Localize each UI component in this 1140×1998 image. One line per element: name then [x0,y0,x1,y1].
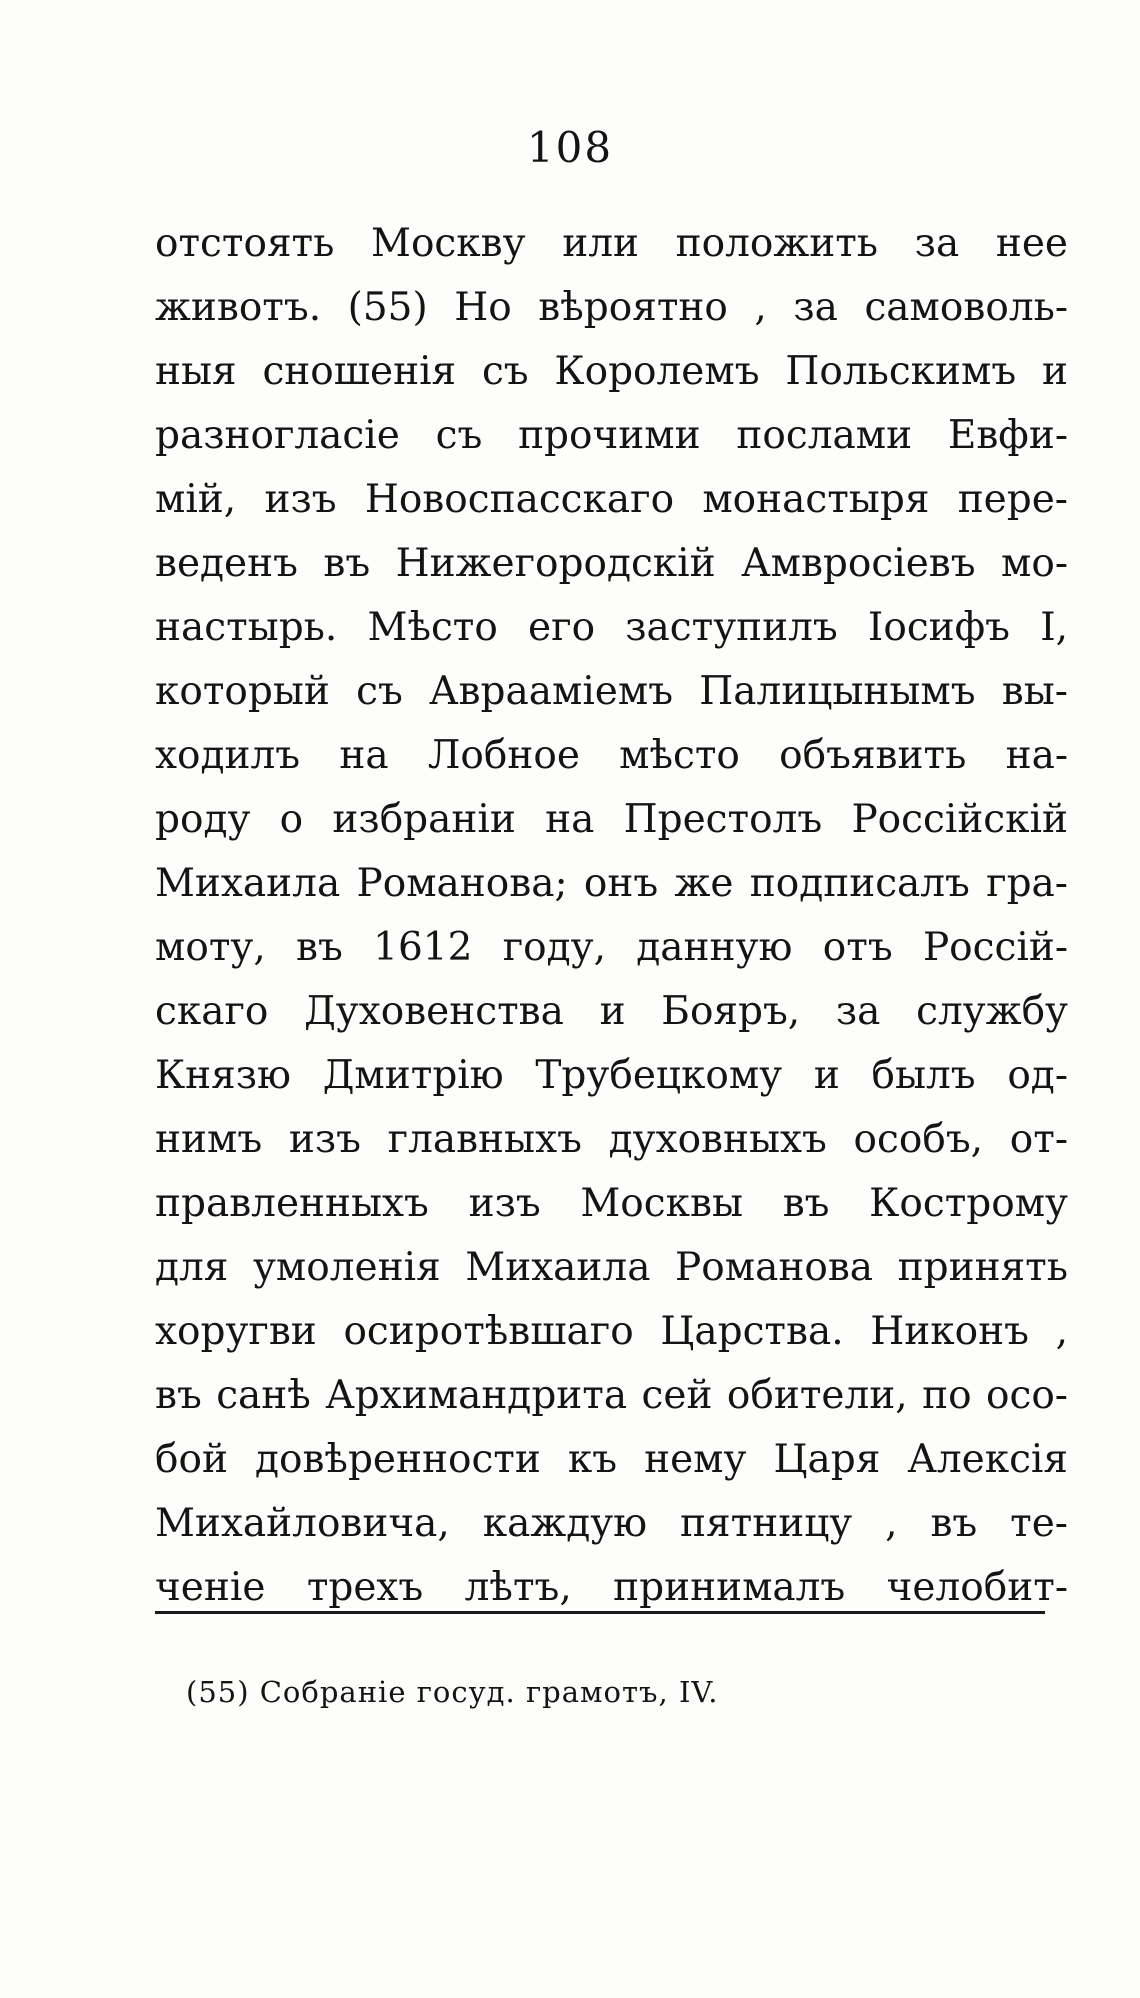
footnote-divider [155,1611,1045,1614]
text-line: веденъ въ Нижегородскій Амвросіевъ мо- [155,541,1068,586]
text-line: настырь. Мѣсто его заступилъ Іосифъ I, [155,605,1068,650]
text-line: отстоять Москву или положить за нее [155,221,1068,266]
text-line: въ санѣ Архимандрита сей обители, по осо- [155,1373,1068,1418]
text-line: правленныхъ изъ Москвы въ Кострому [155,1181,1068,1226]
text-line: для умоленія Михаила Романова принять [155,1245,1068,1290]
text-line: ходилъ на Лобное мѣсто объявить на- [155,733,1068,778]
text-line: Князю Дмитрію Трубецкому и былъ од- [155,1053,1068,1098]
text-line: хоругви осиротѣвшаго Царства. Никонъ , [155,1309,1068,1354]
text-line: скаго Духовенства и Бояръ, за службу [155,989,1068,1034]
text-line: животъ. (55) Но вѣроятно , за самоволь- [155,285,1068,330]
text-line: роду о избраніи на Престолъ Россійскій [155,797,1068,842]
text-line: который съ Авраамiемъ Палицынымъ вы- [155,669,1068,714]
text-line: ныя сношенія съ Королемъ Польскимъ и [155,349,1068,394]
page-number: 108 [526,123,614,172]
text-line: моту, въ 1612 году, данную отъ Россій- [155,925,1068,970]
footnote: (55) Собраніе госуд. грамотъ, IV. [186,1675,719,1709]
text-line: Михайловича, каждую пятницу , въ те- [155,1501,1068,1546]
text-line: нимъ изъ главныхъ духовныхъ особъ, от- [155,1117,1068,1162]
text-line: мій, изъ Новоспасскаго монастыря пере- [155,477,1068,522]
text-line: разногласіе съ прочими послами Евфи- [155,413,1068,458]
text-line: ченіе трехъ лѣтъ, принималъ челобит- [155,1565,1068,1610]
text-line: Михаила Романова; онъ же подписалъ гра- [155,861,1068,906]
body-text [155,212,1068,1620]
text-line: бой довѣренности къ нему Царя Алексія [155,1437,1068,1482]
